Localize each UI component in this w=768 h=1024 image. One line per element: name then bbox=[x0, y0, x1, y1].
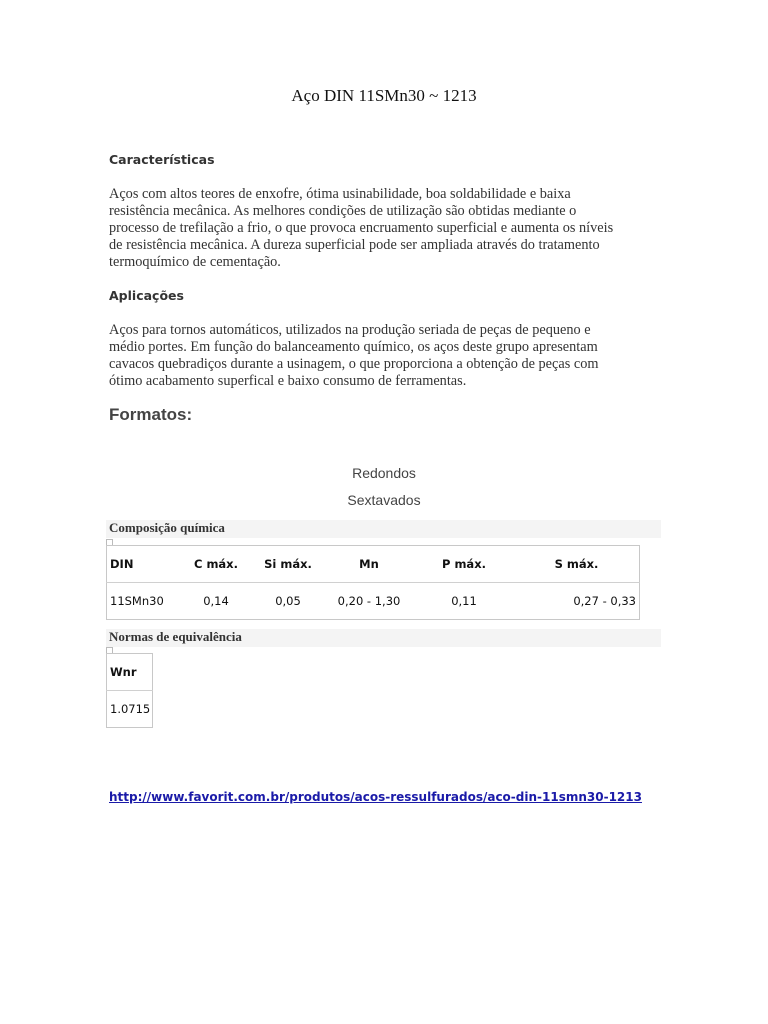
composicao-heading-band bbox=[106, 520, 661, 538]
composicao-table bbox=[106, 545, 640, 620]
table-header-row bbox=[107, 654, 153, 691]
caracteristicas-heading: Características bbox=[109, 152, 215, 167]
table-cell: 0,14 bbox=[203, 594, 229, 608]
table-cell: 11SMn30 bbox=[110, 594, 164, 608]
table-cell: 0,11 bbox=[451, 594, 477, 608]
formato-item-redondos: Redondos bbox=[352, 465, 416, 481]
table-cell: 1.0715 bbox=[110, 702, 151, 716]
text-line: processo de trefilação a frio, o que provoca encruamento superficial e aumenta os níveis bbox=[109, 220, 614, 236]
table-cell: 0,05 bbox=[275, 594, 301, 608]
formatos-heading: Formatos: bbox=[109, 405, 193, 424]
aplicacoes-paragraph bbox=[109, 322, 669, 390]
table-header-row bbox=[107, 546, 640, 583]
header-cell: Mn bbox=[324, 546, 414, 583]
header-cell: DIN bbox=[107, 546, 181, 583]
text-line: médio portes. Em função do balanceamento químico, os aços deste grupo apresentam bbox=[109, 339, 598, 355]
source-link[interactable]: http://www.favorit.com.br/produtos/acos-ressulfurados/aco-din-11smn30-1213 bbox=[109, 790, 642, 804]
text-line: Aços com altos teores de enxofre, ótima usinabilidade, boa soldabilidade e baixa bbox=[109, 186, 571, 202]
header-cell: Si máx. bbox=[252, 546, 324, 583]
table-cell: 0,27 - 0,33 bbox=[573, 594, 636, 608]
text-line: Aços para tornos automáticos, utilizados na produção seriada de peças de pequeno e bbox=[109, 322, 591, 338]
document-title: Aço DIN 11SMn30 ~ 1213 bbox=[291, 86, 477, 105]
header-cell: P máx. bbox=[414, 546, 514, 583]
header-cell: S máx. bbox=[514, 546, 640, 583]
text-line: ótimo acabamento superfical e baixo consumo de ferramentas. bbox=[109, 373, 467, 389]
composicao-heading: Composição química bbox=[109, 520, 225, 535]
table-cell: 0,20 - 1,30 bbox=[337, 594, 401, 608]
caracteristicas-paragraph bbox=[109, 186, 669, 271]
text-line: resistência mecânica. As melhores condições de utilização são obtidas mediante o bbox=[109, 203, 577, 219]
text-line: termoquímico de cementação. bbox=[109, 254, 281, 270]
equivalencia-table bbox=[106, 653, 153, 728]
table-row bbox=[107, 583, 640, 620]
equivalencia-heading: Normas de equivalência bbox=[109, 629, 242, 644]
equivalencia-heading-band bbox=[106, 629, 661, 647]
text-line: de resistência mecânica. A dureza superficial pode ser ampliada através do tratamento bbox=[109, 237, 600, 253]
table-row bbox=[107, 691, 153, 728]
aplicacoes-heading: Aplicações bbox=[109, 288, 184, 303]
header-cell: Wnr bbox=[107, 654, 153, 691]
formato-item-sextavados: Sextavados bbox=[347, 492, 421, 508]
text-line: cavacos quebradiços durante a usinagem, o que proporciona a obtenção de peças com bbox=[109, 356, 599, 372]
header-cell: C máx. bbox=[180, 546, 252, 583]
